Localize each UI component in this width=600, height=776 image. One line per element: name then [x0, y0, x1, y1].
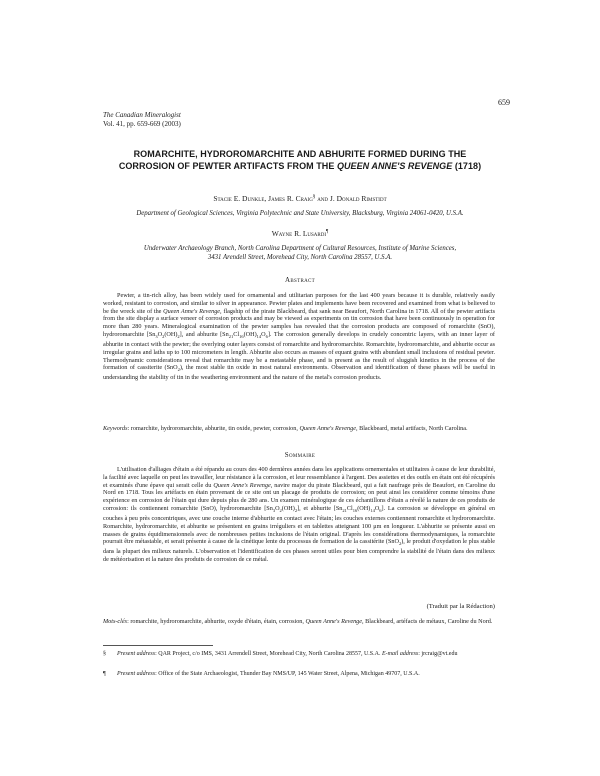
footnote-1-label: Present address — [117, 651, 156, 657]
journal-citation — [103, 111, 181, 129]
journal-volume: Vol. 41, pp. 659-669 (2003) — [103, 120, 181, 128]
abstract-heading: Abstract — [285, 276, 315, 284]
footnote-2 — [103, 670, 495, 678]
affiliation-2-line-2: 3431 Arendell Street, Morehead City, North Carolina 28557, U.S.A. — [207, 254, 393, 261]
title-ship-name: QUEEN ANNE'S REVENGE — [336, 160, 453, 171]
sommaire-heading: Sommaire — [284, 451, 316, 459]
title-line-2 — [100, 161, 500, 173]
keywords: Keywords: romarchite, hydroromarchite, abhurite, tin oxide, pewter, corrosion, Queen Anne's Revenge, Blackbeard, metal artifacts, North Carolina. — [103, 425, 468, 432]
article-title — [100, 149, 500, 172]
footnote-1-mark: § — [103, 651, 106, 657]
sommaire-text: L'utilisation d'alliages d'étain a été répandu au cours des 400 dernières années dans les applications ornementales et utilitaires à cause de leur durabilité, la facilité avec laquelle on peut les travailler, leur résistance à la corrosion, et leur ressemblance à l'argent. Des assiettes et des outils en étain ont été récupérés et examinés d'une épave qui serait celle du Queen Anne's Revenge, navire major du pirate Blackbeard, qui a fait naufrage près de Beaufort, en Caroline du Nord en 1718. Tous les artéfacts en étain provenant de ce site ont un placage de produits de corrosion; on peut ainsi les considérer comme témoins d'une expérience en corrosion de l'étain qui dure depuis plus de 280 ans. Un examen minéralogique de ces échantillons d'étain a révélé la nature de ces produits de corrosion: ils contiennent romarchite (SnO), hydroromarchite $[Sn_3O_2(OH)_2]$, et abhurite $[Sn_{21}Cl_{16}(OH)_{14}O_6]$. La corrosion se développe en général en couches à peu près concentriques, avec une couche interne d'abhurite en contact avec l'étain; les couches externes contiennent romarchite et hydroromarchite. Romarchite, hydroromarchite, et abhurite se présentent en grains irréguliers et en tablettes atteignant 100 μm en longueur. L'abhurite se présente aussi en masses de grains équidimensionnels avec de nombreuses petites inclusions de l'étain original. D'après les considérations thermodynamiques, la romarchite pourrait être métastable, et serait présente à cause de la cinétique lente du processus de formation de la cassitérite (SnO$_2$), le produit d'oxydation le plus stable dans la plupart des milieux naturels. L'observation et l'identification de ces phases seront utiles pour bien comprendre la stabilité de l'étain dans des milieux de météorisation et la nature des produits de corrosion de ce métal. — [103, 466, 495, 564]
author-footnote-mark-1: § — [312, 194, 316, 200]
mots-cles: Mots-clés: romarchite, hydroromarchite, abhurite, oxyde d'étain, étain, corrosion, Queen Anne's Revenge, Blackbeard, artéfacts de métaux, Caroline du Nord. — [103, 618, 493, 625]
affiliation-2-line-1: Underwater Archaeology Branch, North Carolina Department of Cultural Resources, Institute of Marine Sciences, — [143, 245, 457, 252]
footnote-2-mark: ¶ — [103, 671, 106, 677]
mots-cles-ship-name: Queen Anne's Revenge — [305, 618, 363, 625]
author-names-2: Wayne R. Lusardi — [271, 229, 327, 238]
translator-credit: (Traduit par la Rédaction) — [426, 603, 495, 610]
affiliation-1: Department of Geological Sciences, Virginia Polytechnic and State University, Blacksburg, Virginia 24061-0420, U.S.A. — [136, 210, 464, 217]
keywords-ship-name: Queen Anne's Revenge — [299, 425, 356, 432]
footnote-1 — [103, 650, 495, 658]
abstract-ship-name: Queen Anne's Revenge — [163, 307, 221, 315]
affiliation-2 — [100, 244, 500, 262]
footnote-1-email[interactable]: : jrcraig@vt.edu — [418, 651, 458, 657]
title-line-2-suffix: (1718) — [452, 160, 482, 171]
abstract-text: Pewter, a tin-rich alloy, has been widely used for ornamental and utilitarian purposes for the last 400 years because it is durable, relatively easily worked, resistant to corrosion, and similar to silver in appearance. Pewter plates and implements have been recovered and examined from what is believed to be the wreck site of the Queen Anne's Revenge, flagship of the pirate Blackbeard, that sank near Beaufort, North Carolina in 1718. All of the pewter artifacts from the site display a surface veneer of corrosion products and may be viewed as experiments on tin corrosion that have been continuously in operation for more than 280 years. Mineralogical examination of the pewter samples has revealed that the corrosion products are composed of romarchite (SnO), hydroromarchite $[Sn_3O_2(OH)_2]$, and abhurite $[Sn_{21}Cl_{16}(OH)_{14}O_6]$. The corrosion generally develops in crudely concentric layers, with an inner layer of abhurite in contact with the pewter; the overlying outer layers consist of romarchite and hydroromarchite. Romarchite, hydroromarchite, and abhurite occur as irregular grains and laths up to 100 micrometers in length. Abhurite also occurs as masses of equant grains with abundant small inclusions of residual pewter. Thermodynamic considerations reveal that romarchite may be a metastable phase, and is present as the result of sluggish kinetics in the process of the formation of cassiterite (SnO$_2$), the most stable tin oxide in most natural environments. Observation and identification of these phases will be useful in understanding the stability of tin in the weathering environment and the nature of the metal's corrosion products. — [103, 292, 496, 382]
footnote-1-text: : QAR Project, c/o IMS, 3431 Arrendell Street, Morehead City, North Carolina 28557, U.S.A. — [155, 651, 382, 657]
journal-name: The Canadian Mineralogist — [103, 111, 181, 119]
footnote-1-email-label: E-mail address — [381, 651, 419, 657]
sommaire-ship-name: Queen Anne's Revenge — [213, 481, 271, 489]
footnote-rule — [103, 645, 213, 646]
title-line-2-prefix: CORROSION OF PEWTER ARTIFACTS FROM THE — [118, 160, 337, 171]
mots-cles-label: Mots-clés — [103, 618, 128, 625]
title-line-1: ROMARCHITE, HYDROROMARCHITE AND ABHURITE FORMED DURING THE — [133, 149, 467, 159]
footnote-2-text: : Office of the State Archaeologist, Thunder Bay NMS/UP, 145 Water Street, Alpena, Michigan 49707, U.S.A. — [155, 671, 420, 677]
author-names-1b: and J. Donald Rimstidt — [315, 194, 387, 203]
keywords-label: Keywords — [103, 425, 128, 432]
author-line-2 — [100, 229, 500, 238]
author-names-1a: Stacie E. Dunkle, James R. Craig — [213, 194, 313, 203]
footnote-2-label: Present address — [117, 671, 156, 677]
page-number: 659 — [498, 98, 510, 107]
author-line-1 — [100, 194, 500, 203]
author-footnote-mark-2: ¶ — [326, 229, 329, 235]
